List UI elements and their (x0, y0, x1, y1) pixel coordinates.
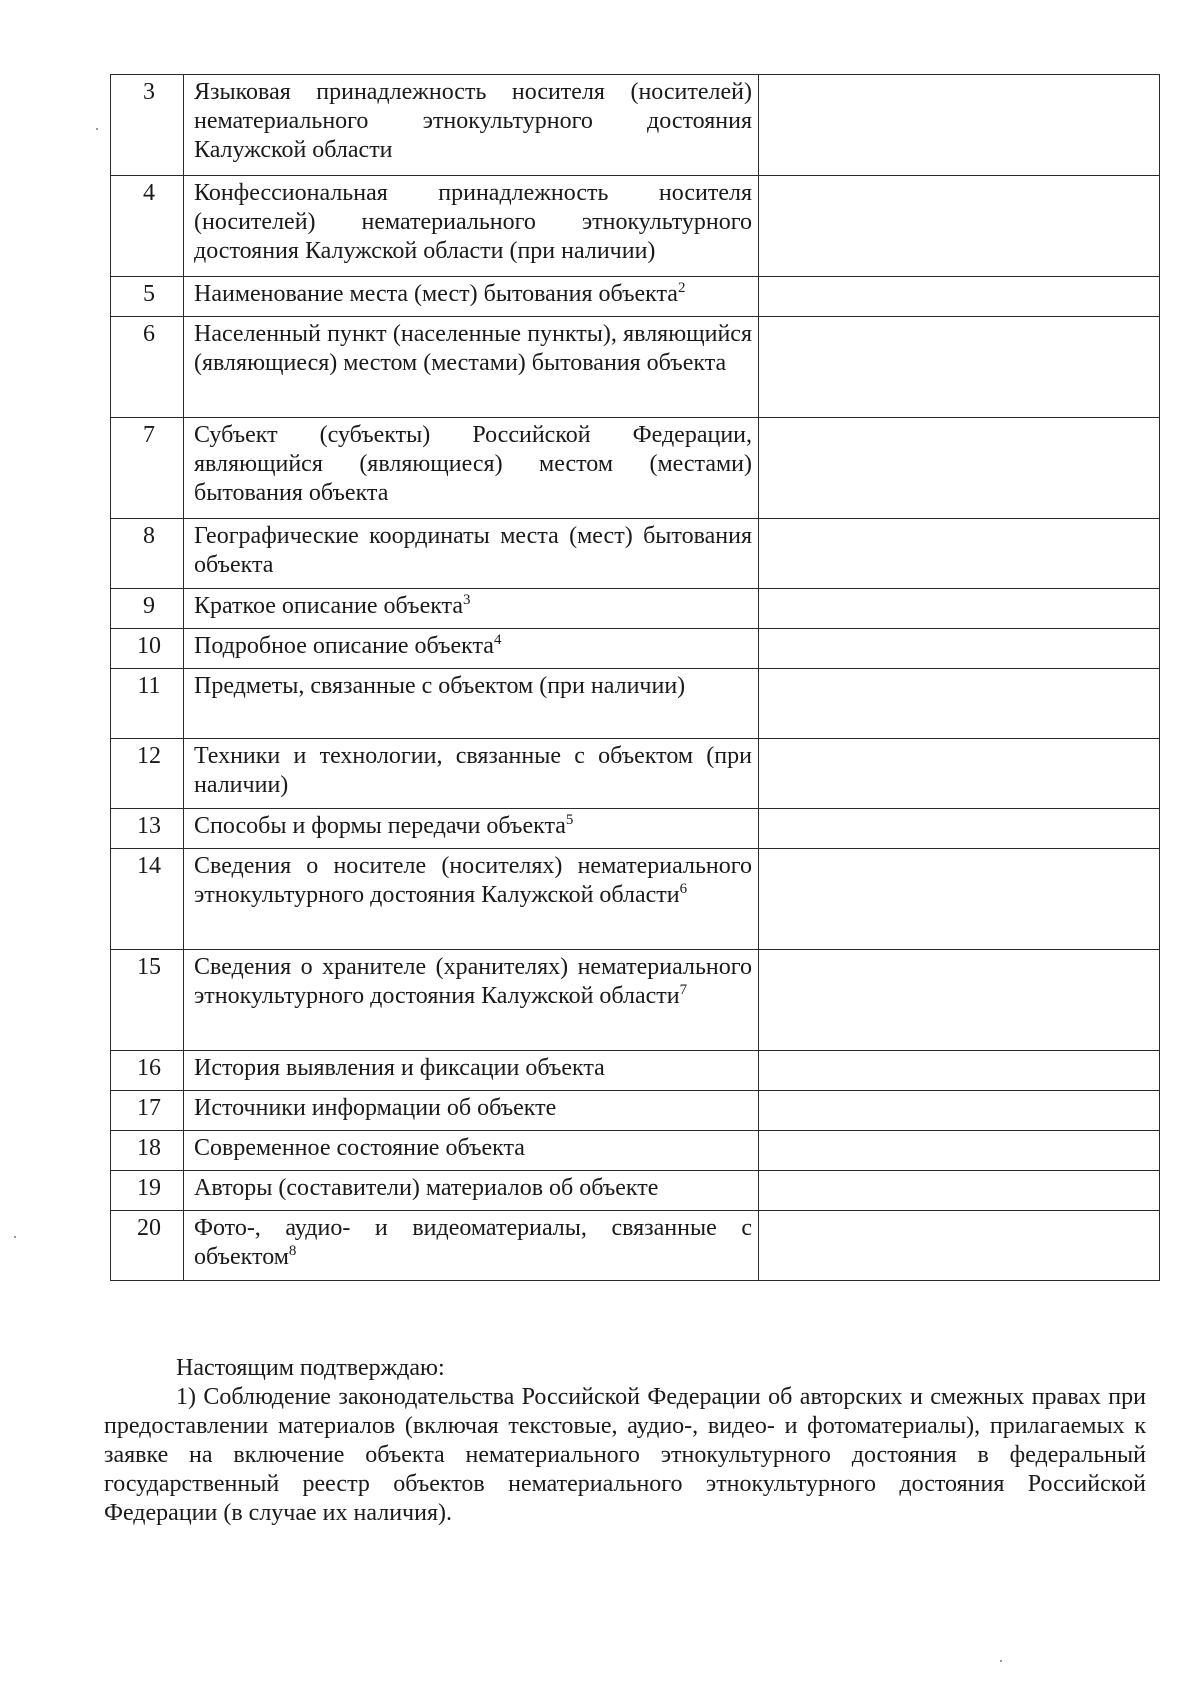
row-field-text: Географические координаты места (мест) бытования объекта (194, 523, 752, 578)
table-row (111, 75, 1160, 176)
row-number: 20 (111, 1211, 184, 1281)
table-row (111, 1171, 1160, 1211)
row-number: 11 (111, 669, 184, 739)
row-field-name (184, 669, 759, 739)
row-number: 15 (111, 950, 184, 1051)
row-field-name (184, 629, 759, 669)
row-field-text: Источники информации об объекте (194, 1095, 557, 1121)
row-number: 19 (111, 1171, 184, 1211)
object-info-rows (111, 75, 1160, 1281)
scan-speck (1000, 1660, 1002, 1662)
row-value-cell[interactable] (759, 849, 1160, 950)
row-number: 6 (111, 317, 184, 418)
row-value-cell[interactable] (759, 629, 1160, 669)
row-value-cell[interactable] (759, 1131, 1160, 1171)
table-row (111, 519, 1160, 589)
confirmation-item-1: 1) Соблюдение законодательства Российской Федерации об авторских и смежных правах при предоставлении материалов (включая текстовые, аудио-, видео- и фотоматериалы), прилагаемых к заявке на включение объекта нематериального этнокультурного достояния в федеральный государственный реестр объектов нематериального этнокультурного достояния Российской Федерации (в случае их наличия). (104, 1384, 1146, 1526)
row-field-name (184, 809, 759, 849)
table-row (111, 809, 1160, 849)
row-field-name (184, 1211, 759, 1281)
footnote-ref: 2 (677, 280, 686, 296)
row-number: 10 (111, 629, 184, 669)
row-value-cell[interactable] (759, 1051, 1160, 1091)
row-field-text: Наименование места (мест) бытования объекта (194, 281, 678, 307)
row-field-text: Языковая принадлежность носителя (носителей) нематериального этнокультурного достояния Калужской области (194, 79, 752, 163)
footnote-ref: 6 (679, 881, 688, 897)
row-value-cell[interactable] (759, 589, 1160, 629)
row-number: 3 (111, 75, 184, 176)
row-field-name (184, 1091, 759, 1131)
row-value-cell[interactable] (759, 950, 1160, 1051)
row-field-name (184, 1051, 759, 1091)
row-field-name (184, 75, 759, 176)
table-row (111, 1211, 1160, 1281)
table-row (111, 277, 1160, 317)
scan-speck (14, 1236, 16, 1238)
row-value-cell[interactable] (759, 317, 1160, 418)
table-row (111, 1131, 1160, 1171)
row-field-text: Предметы, связанные с объектом (при наличии) (194, 673, 686, 699)
object-info-table (110, 74, 1160, 1281)
row-field-text: Способы и формы передачи объекта (194, 813, 566, 839)
row-field-text: Техники и технологии, связанные с объектом (при наличии) (194, 743, 752, 798)
row-value-cell[interactable] (759, 176, 1160, 277)
row-field-name (184, 849, 759, 950)
row-field-name (184, 519, 759, 589)
row-field-name (184, 418, 759, 519)
footnote-ref: 4 (493, 632, 502, 648)
confirmation-block (104, 1354, 1146, 1528)
confirmation-lead: Настоящим подтверждаю: (176, 1355, 445, 1381)
table-row (111, 317, 1160, 418)
row-value-cell[interactable] (759, 1171, 1160, 1211)
row-field-name (184, 277, 759, 317)
row-field-text: История выявления и фиксации объекта (194, 1055, 605, 1081)
table-row (111, 629, 1160, 669)
table-row (111, 1091, 1160, 1131)
row-value-cell[interactable] (759, 739, 1160, 809)
table-row (111, 950, 1160, 1051)
row-field-text: Фото-, аудио- и видеоматериалы, связанные с объектом (194, 1215, 752, 1270)
row-number: 5 (111, 277, 184, 317)
row-field-name (184, 1171, 759, 1211)
footnote-ref: 3 (463, 592, 471, 608)
row-number: 18 (111, 1131, 184, 1171)
footnote-ref: 5 (565, 812, 574, 828)
row-field-text: Авторы (составители) материалов об объекте (194, 1175, 659, 1201)
row-field-name (184, 950, 759, 1051)
table-row (111, 418, 1160, 519)
footnote-ref: 8 (288, 1243, 297, 1259)
row-field-name (184, 176, 759, 277)
row-number: 16 (111, 1051, 184, 1091)
table-row (111, 739, 1160, 809)
row-field-text: Конфессиональная принадлежность носителя (носителей) нематериального этнокультурного достояния Калужской области (при наличии) (194, 180, 752, 264)
row-field-text: Сведения о хранителе (хранителях) нематериального этнокультурного достояния Калужской области (194, 954, 752, 1009)
row-number: 7 (111, 418, 184, 519)
footnote-ref: 7 (679, 982, 688, 998)
row-field-name (184, 317, 759, 418)
row-number: 8 (111, 519, 184, 589)
row-number: 9 (111, 589, 184, 629)
table-row (111, 176, 1160, 277)
row-value-cell[interactable] (759, 418, 1160, 519)
row-value-cell[interactable] (759, 669, 1160, 739)
row-value-cell[interactable] (759, 1211, 1160, 1281)
row-number: 14 (111, 849, 184, 950)
table-row (111, 1051, 1160, 1091)
row-field-text: Субъект (субъекты) Российской Федерации, являющийся (являющиеся) местом (местами) бытования объекта (194, 422, 752, 506)
scan-speck (96, 128, 98, 130)
row-field-text: Современное состояние объекта (194, 1135, 525, 1161)
row-field-name (184, 739, 759, 809)
table-row (111, 589, 1160, 629)
row-value-cell[interactable] (759, 1091, 1160, 1131)
row-value-cell[interactable] (759, 75, 1160, 176)
row-field-name (184, 1131, 759, 1171)
row-number: 12 (111, 739, 184, 809)
table-row (111, 669, 1160, 739)
row-field-text: Краткое описание объекта (194, 593, 463, 619)
row-number: 13 (111, 809, 184, 849)
row-value-cell[interactable] (759, 519, 1160, 589)
row-number: 4 (111, 176, 184, 277)
row-field-text: Населенный пункт (населенные пункты), являющийся (являющиеся) местом (местами) бытования объекта (194, 321, 752, 376)
row-value-cell[interactable] (759, 277, 1160, 317)
row-field-text: Подробное описание объекта (194, 633, 494, 659)
row-number: 17 (111, 1091, 184, 1131)
row-value-cell[interactable] (759, 809, 1160, 849)
table-row (111, 849, 1160, 950)
row-field-text: Сведения о носителе (носителях) нематериального этнокультурного достояния Калужской области (194, 853, 752, 908)
row-field-name (184, 589, 759, 629)
